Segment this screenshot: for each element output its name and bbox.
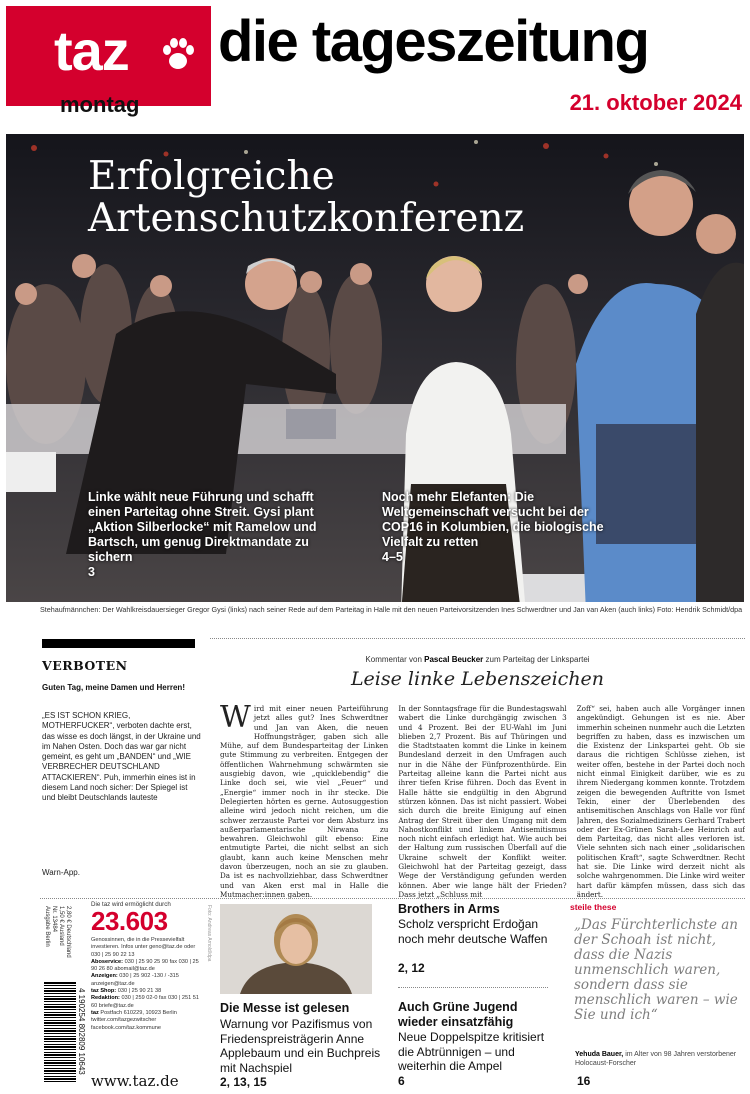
steile-these-author — [575, 1051, 743, 1068]
hero-headline[interactable] — [88, 156, 524, 240]
tease-linke-text: Linke wählt neue Führung und schafft einen Parteitag ohne Streit. Gysi plant „Aktion Silberlocke“ mit Ramelow und Bartsch, um genug Direktmandate zu sichern — [88, 490, 317, 564]
barcode-info-line: Ausgabe Berlin — [44, 906, 50, 947]
masthead — [0, 0, 750, 130]
issue-date: 21. oktober 2024 — [569, 90, 742, 115]
dropcap: W — [220, 704, 251, 735]
tease-linke[interactable] — [88, 490, 338, 580]
photo-caption — [40, 605, 745, 614]
website-link[interactable]: www.taz.de — [91, 1072, 179, 1090]
tease-cop16[interactable] — [382, 490, 622, 565]
abo-line: taz Postfach 610229, 10923 Berlin twitter.com/tazgezwitscher facebook.com/taz.kommune — [91, 1009, 177, 1031]
tease-linke-page: 3 — [88, 565, 95, 579]
kommentar-column-1-text: ird mit einer neuen Parteiführung jetzt alles gut? Ines Schwerdtner und Jan van Aken, die neuen Hoffnungsträger, gaben sich alle Mühe, auf dem Bundesparteitag der Linken gute Stimmung zu verbreiten. Entgegen der öffentlichen Wahrnehmung schwärmten sie ausgiebig davon, wie „quicklebendig“ die Linke doch sei, wie viel „Feuer“ und „Energie“ immer noch in ihr stecke. Die Delegierten hörten es gerne. Autosuggestion alleine wird jedoch nicht reichen, um die schwer zerzauste Partei vor dem Absturz ins außerparlamentarische Nirwana zu bewahren. Gleichwohl gilt ebenso: Eine entmutigte Partei, die nicht selbst an sich glaubt, kann auch keine Menschen mehr davon überzeugen, noch an sie zu glauben. Da ist es nachvollziehbar, dass Schwerdtner und van Aken erst mal in Halle die Mutmacher:innen gaben. — [220, 704, 389, 899]
barcode-info-line: 1,50 € Ausland — [58, 906, 64, 946]
tease-cop16-text: Noch mehr Elefanten: Die Weltgemeinschaft versucht bei der COP16 in Kolumbien, die biologische Vielfalt zu retten — [382, 490, 604, 549]
teaser-brothers-body: Scholz verspricht Erdoğan noch mehr deutsche Waffen — [398, 917, 548, 946]
kommentar-kicker — [210, 655, 745, 664]
quote-author-info: im Alter von 98 Jahren verstorbener Holocaust-Forscher — [575, 1051, 737, 1067]
abo-contact — [91, 937, 203, 1032]
teaser-messe-headline[interactable]: Die Messe ist gelesen — [220, 1001, 350, 1015]
section-divider — [210, 638, 745, 639]
teaser-brothers-headline[interactable]: Brothers in Arms — [398, 902, 500, 916]
kommentar-body — [220, 704, 745, 900]
abo-line: Redaktion: 030 | 259 02-0 fax 030 | 251 51 60 briefe@taz.de — [91, 995, 200, 1009]
taz-logo[interactable] — [6, 6, 211, 106]
abo-line: Anzeigen: 030 | 25 902 -130 / -315 anzeigen@taz.de — [91, 973, 179, 987]
abo-line: Aboservice: 030 | 25 90 25 90 fax 030 | 25 90 26 80 abomail@taz.de — [91, 958, 199, 973]
teaser-messe-pages: 2, 13, 15 — [220, 1075, 267, 1089]
hero-photo[interactable] — [6, 134, 744, 602]
photo-credit: Foto: Hendrik Schmidt/dpa — [656, 605, 743, 614]
kommentar-headline[interactable]: Leise linke Lebenszeichen — [350, 668, 605, 690]
tease-cop16-pages: 4–5 — [382, 550, 403, 564]
steile-these-label: steile these — [570, 902, 617, 912]
barcode — [44, 982, 76, 1082]
kommentar-kicker-suffix: zum Parteitag der Linkspartei — [485, 655, 590, 664]
steile-these-pages: 16 — [577, 1074, 591, 1088]
abo-text: Genossinnen, die in die Pressevielfalt investieren. Infos unter geno@taz.de oder 030 | 25 90 22 13 — [91, 937, 196, 958]
steile-these-quote[interactable]: „Das Fürchterlichste an der Schoah ist nicht, dass die Nazis unmenschlich waren, sondern dass sie menschlich waren – wie Sie und ich“ — [574, 917, 738, 1023]
teaser-brothers-pages: 2, 12 — [398, 961, 425, 975]
hero-headline-line1: Erfolgreiche — [88, 154, 335, 199]
teaser-photo-credit: Foto: Andreas Arnold/dpa — [206, 905, 212, 962]
teaser-messe-body: Warnung vor Pazifismus von Friedenspreisträgerin Anne Applebaum und ein Buchpreis mit Nachspiel — [220, 1017, 381, 1075]
genossen-count: 23.603 — [91, 906, 168, 936]
teaser-gruene-headline[interactable]: Auch Grüne Jugend wieder einsatzfähig — [398, 1000, 518, 1029]
photo-caption-text: Stehaufmännchen: Der Wahlkreisdauersieger Gregor Gysi (links) nach seiner Rede auf dem Parteitag in Halle mit den neuen Parteivorsitzenden Ines Schwerdtner und Jan van Aken (auch links) — [40, 605, 655, 614]
teaser-gruene-pages: 6 — [398, 1074, 405, 1088]
verboten-footer: Warn-App. — [42, 868, 80, 877]
hero-headline-line2: Artenschutzkonferenz — [88, 196, 525, 241]
verboten-title: VERBOTEN — [42, 658, 128, 673]
portrait-illustration — [220, 904, 372, 994]
teaser-divider — [398, 987, 548, 988]
kommentar-author: Pascal Beucker — [424, 655, 484, 664]
abo-intro: Die taz wird ermöglicht durch — [91, 901, 171, 908]
verboten-greeting: Guten Tag, meine Damen und Herren! — [42, 683, 185, 692]
barcode-info-line: Nr. 13484 — [51, 906, 57, 933]
teaser-photo-applebaum[interactable] — [220, 904, 372, 994]
abo-line: taz Shop: 030 | 25 90 21 38 — [91, 988, 162, 995]
kommentar-kicker-prefix: Kommentar von — [365, 655, 422, 664]
logo-text: taz — [54, 19, 129, 82]
barcode-number: 4 190254 802809 10643 — [77, 988, 86, 1075]
verboten-body: „ES IST SCHON KRIEG, MOTHERFUCKER“, verboten dachte erst, das wisse es doch längst, in der Ukraine und im Nahen Osten. Doch das war gar nicht gemeint, es geht um „BANDEN“ und „WIE VERBRECHER DEUTSCHLAND ATTACKIEREN“. Puh, immerhin eines ist in diesem Land noch sicher: Der Spiegel ist und bleibt Deutschlands lauteste — [42, 711, 201, 803]
kommentar-column-2: In der Sonntagsfrage für die Bundestagswahl wabert die Linke durchgängig zwischen 3 und 4 Prozent. Bei der EU-Wahl im Juni blieben 2,7 Prozent. Bis auf Thüringen und die Stadtstaaten kommt die Linke in keinem Bundesland derzeit in den Umfragen auch nur in die Nähe der Fünfprozenthürde. Ein Parteitag alleine kann die Partei nicht aus ihrer tiefen Krise führen. Doch das Event in Halle hätte sie endgültig in den Abgrund stürzen können. Das ist nicht passiert. Wobei sich durch die breite Einigung auf einen Antrag der Streit über den Umgang mit dem Nahostkonflikt und linkem Antisemitismus noch nicht einfach erledigt hat. Wie auch bei der Haltung zum russischen Überfall auf die Ukraine schwelt der Konflikt weiter. Gleichwohl hat der Parteitag gezeigt, dass Wege der Verständigung gefunden werden können. Aber wie lange hält der Frieden? Dass jetzt „Schluss mit — [398, 704, 567, 899]
kommentar-column-1 — [220, 704, 388, 900]
barcode-info-line: 2,80 € Deutschland — [65, 906, 71, 958]
newspaper-title: die tageszeitung — [218, 9, 649, 74]
teaser-gruene-body: Neue Doppelspitze kritisiert die Abtrünnigen – und weiterhin die Ampel — [398, 1030, 545, 1073]
verboten-bar — [42, 639, 195, 648]
quote-author-name: Yehuda Bauer, — [575, 1051, 624, 1058]
kommentar-column-3: Zoff“ sei, haben auch alle Vorgänger innen angekündigt. Gehungen ist es nie. Aber immerhin scheinen nunmehr auch die Letzten begriffen zu haben, dass es inzwischen um die Existenz der Linkspartei geht. Ob sie daraus die richtigen Schlüsse ziehen, ist weiter offen, bestehe in der Partei doch noch nicht einmal Einigkeit darüber, wie es zu ihrem Niedergang kommen konnte. Trotzdem zeigen die bewegenden Auftritte von Ismet Tekin, einer der Überlebenden des antisemitischen Anschlags von Halle vor fünf Jahren, des Sozialmediziners Gerhard Trabert oder der Ex-Grünen Sarah-Lee Heinrich auf dem Parteitag, das nicht alles verloren ist. Viele sehnten sich nach einer „solidarischen politischen Kraft“, sagte Schwerdtner. Recht hat sie. Die Linke wird derzeit nicht als solche wahrgenommen. Die Linke wird weiter hart dafür kämpfen müssen, dass sich das ändert. — [576, 704, 745, 899]
issue-day: montag — [60, 92, 140, 117]
bottom-divider — [40, 898, 745, 899]
paw-icon — [158, 34, 198, 74]
